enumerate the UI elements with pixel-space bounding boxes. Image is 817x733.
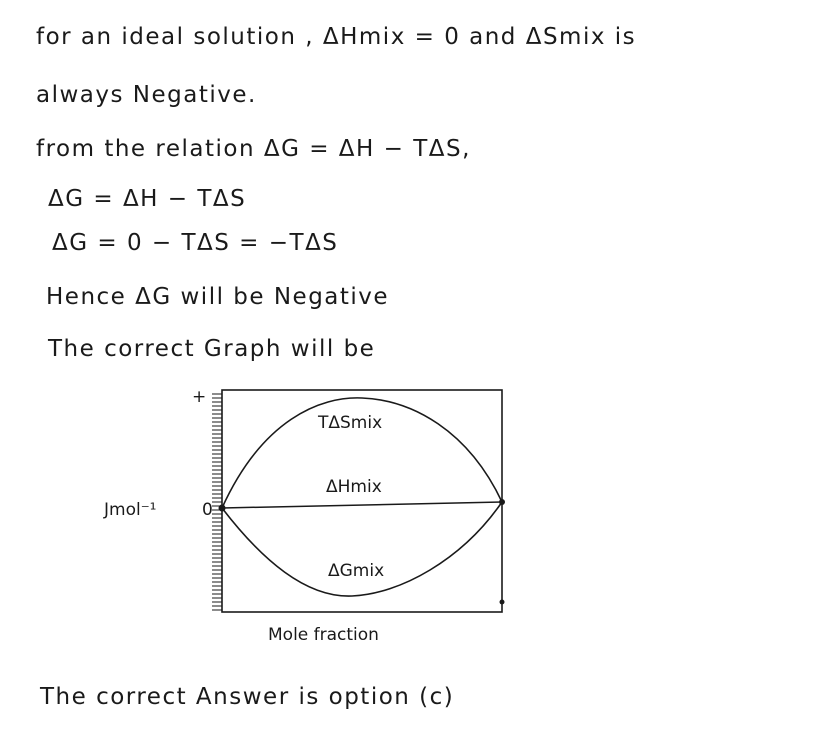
- y-axis-unit-label: Jmol⁻¹: [104, 500, 157, 520]
- statement-relation: from the relation ΔG = ΔH − TΔS,: [36, 136, 471, 162]
- statement-ideal-solution: for an ideal solution , ΔHmix = 0 and ΔSmix is: [36, 24, 637, 50]
- right-endpoint-dot: [499, 499, 505, 505]
- final-answer: The correct Answer is option (c): [40, 684, 455, 710]
- t-delta-s-mix-label: TΔSmix: [318, 413, 383, 433]
- equation-gibbs: ΔG = ΔH − TΔS: [48, 186, 247, 212]
- statement-always-negative: always Negative.: [36, 82, 257, 108]
- equation-substitution: ΔG = 0 − TΔS = −TΔS: [52, 230, 339, 256]
- y-axis-plus-label: +: [192, 387, 207, 407]
- delta-h-mix-label: ΔHmix: [326, 477, 382, 497]
- left-endpoint-dot: [219, 505, 226, 512]
- delta-g-mix-label: ΔGmix: [328, 561, 385, 581]
- delta-g-mix-curve: [222, 502, 502, 596]
- statement-correct-graph: The correct Graph will be: [48, 336, 376, 362]
- bottom-right-corner-dot: [500, 600, 505, 605]
- y-axis-zero-label: 0: [202, 500, 213, 520]
- x-axis-label: Mole fraction: [268, 625, 379, 645]
- statement-hence-negative: Hence ΔG will be Negative: [46, 284, 390, 310]
- delta-h-mix-line: [222, 502, 502, 508]
- y-axis-ticks: [212, 394, 222, 610]
